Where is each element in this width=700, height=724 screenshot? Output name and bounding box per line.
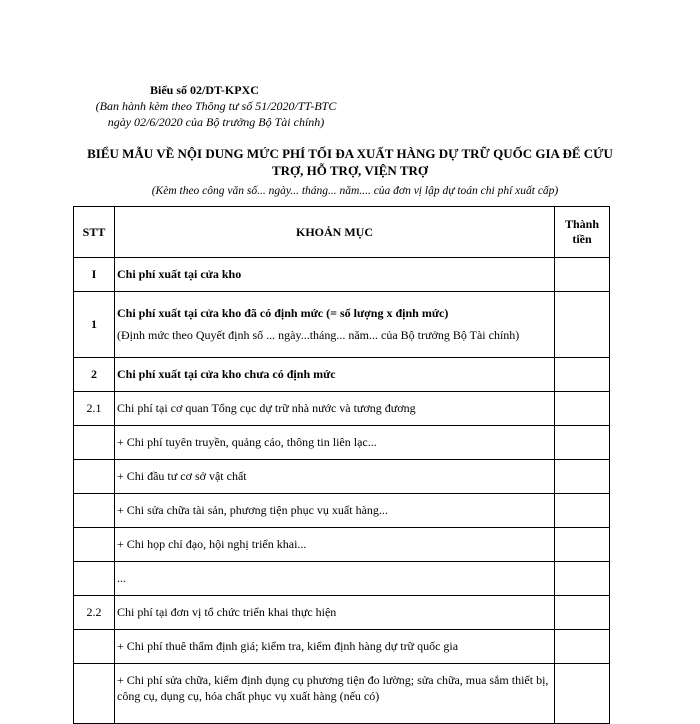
column-header-total: Thành tiền [555,207,610,258]
table-row [74,358,610,392]
row-total-cell [555,494,610,528]
table-header-row [74,207,610,258]
row-stt [74,630,115,664]
table-row [74,292,610,358]
row-item-cell [115,292,555,358]
column-header-item: KHOẢN MỤC [115,207,555,258]
row-stt [74,562,115,596]
row-item: + Chi sửa chữa tài sản, phương tiện phục vụ xuất hàng... [115,494,555,528]
column-header-stt: STT [74,207,115,258]
row-item: Chi phí xuất tại cửa kho đã có định mức (= số lượng x định mức) [117,306,449,320]
row-item: + Chi phí sửa chữa, kiểm định dụng cụ phương tiện đo lường; sửa chữa, mua sắm thiết bị, công cụ, dụng cụ, hóa chất phục vụ xuất hàng (nếu có) [115,664,555,724]
table-row [74,528,610,562]
row-stt [74,460,115,494]
row-item: + Chi họp chỉ đạo, hội nghị triển khai... [115,528,555,562]
row-total-cell [555,528,610,562]
table-row [74,426,610,460]
table-row [74,258,610,292]
table-row [74,630,610,664]
table-row [74,664,610,724]
row-total-cell [555,258,610,292]
row-item: + Chi đầu tư cơ sở vật chất [115,460,555,494]
table-row [74,596,610,630]
row-item: + Chi phí thuê thẩm định giá; kiểm tra, kiểm định hàng dự trữ quốc gia [115,630,555,664]
row-item: + Chi phí tuyên truyền, quảng cáo, thông tin liên lạc... [115,426,555,460]
row-stt: 2.1 [74,392,115,426]
row-total-cell [555,630,610,664]
row-stt: I [74,258,115,292]
document-title: BIỂU MẪU VỀ NỘI DUNG MỨC PHÍ TỐI ĐA XUẤT HÀNG DỰ TRỮ QUỐC GIA ĐỂ CỨU TRỢ, HỖ TRỢ, VIỆN TRỢ [87,146,613,178]
cost-table [73,206,610,724]
row-item: Chi phí tại đơn vị tổ chức triển khai thực hiện [115,596,555,630]
row-total-cell [555,292,610,358]
row-stt [74,664,115,724]
row-item-note: (Định mức theo Quyết định số ... ngày...tháng... năm... của Bộ trưởng Bộ Tài chính) [117,328,520,342]
table-row [74,392,610,426]
row-stt [74,528,115,562]
row-total-cell [555,392,610,426]
form-code: Biểu số 02/DT-KPXC [150,83,259,97]
row-item: Chi phí tại cơ quan Tổng cục dự trữ nhà nước và tương đương [115,392,555,426]
row-total-cell [555,358,610,392]
row-total-cell [555,460,610,494]
row-item: Chi phí xuất tại cửa kho chưa có định mức [115,358,555,392]
row-item: Chi phí xuất tại cửa kho [115,258,555,292]
row-stt [74,494,115,528]
row-total-cell [555,562,610,596]
table-row [74,562,610,596]
table-row [74,460,610,494]
document-subtitle: (Kèm theo công văn số... ngày... tháng... năm.... của đơn vị lập dự toán chi phí xuất cấp) [151,185,559,197]
table-row [74,494,610,528]
row-total-cell [555,664,610,724]
issued-by-note: (Ban hành kèm theo Thông tư số 51/2020/TT-BTC ngày 02/6/2020 của Bộ trưởng Bộ Tài chính) [95,99,337,129]
row-stt: 1 [74,292,115,358]
row-total-cell [555,596,610,630]
row-stt: 2 [74,358,115,392]
row-item: ... [115,562,555,596]
row-stt: 2.2 [74,596,115,630]
row-total-cell [555,426,610,460]
row-stt [74,426,115,460]
